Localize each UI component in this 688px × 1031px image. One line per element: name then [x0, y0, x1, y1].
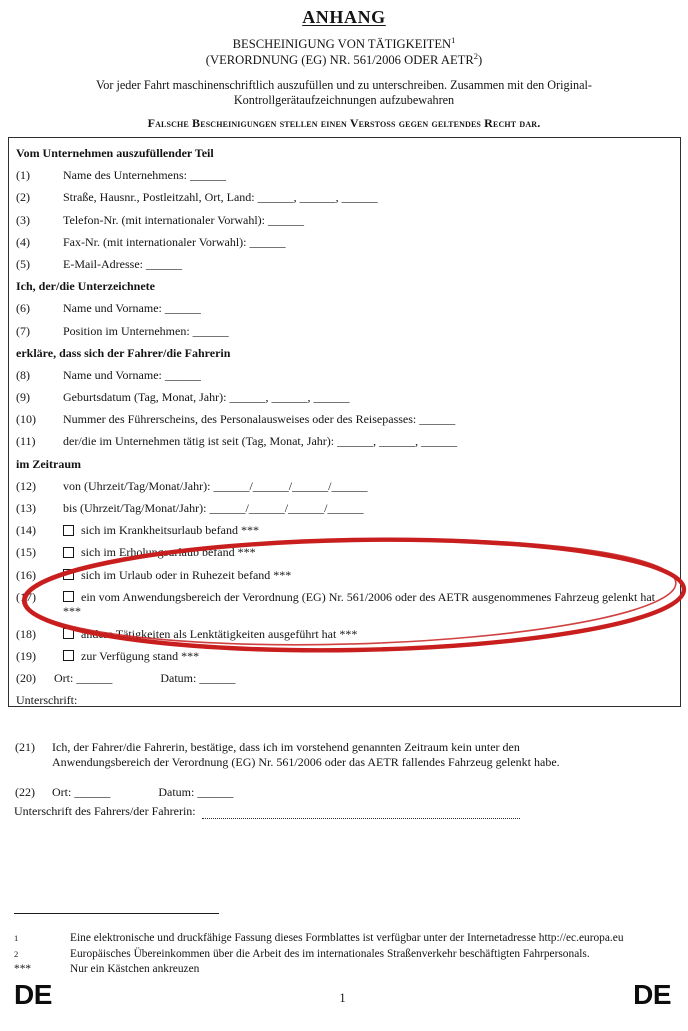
item-number: (16)	[16, 567, 36, 582]
item-label: Ich, der Fahrer/die Fahrerin, bestätige, dass ich im vorstehend genannten Zeitraum kein unter den Anwendungsbereich der Verordnung (EG) Nr. 561/2006 oder das AETR fallendes Fahrzeug gelenkt habe.	[52, 740, 560, 770]
item-text: Telefon-Nr. (mit internationaler Vorwahl): ______	[63, 212, 304, 227]
checkbox-icon	[63, 650, 74, 661]
date-field: Datum: ______	[158, 785, 234, 799]
section-heading: Vom Unternehmen auszufüllender Teil	[16, 146, 214, 160]
footnote-text: Europäisches Übereinkommen über die Arbeit des im internationales Straßenverkehr beschäftigten Fahrpersonals.	[70, 947, 590, 960]
item-text: Nummer des Führerscheins, des Personalausweises oder des Reisepasses: ______	[63, 412, 456, 427]
signature-dotted-line	[83, 696, 339, 707]
item-text: Fax-Nr. (mit internationaler Vorwahl): ______	[63, 234, 286, 249]
item-number: (18)	[16, 626, 36, 641]
item-number: (14)	[16, 523, 36, 538]
form-item-1	[16, 168, 672, 183]
form-box	[8, 137, 681, 707]
item-number: (11)	[16, 434, 36, 449]
item-text: ein vom Anwendungsbereich der Verordnung (EG) Nr. 561/2006 oder des AETR ausgenommenes Fahrzeug gelenkt hat ***	[63, 589, 655, 619]
form-item-19	[16, 649, 672, 664]
checkbox-icon	[63, 569, 74, 580]
footnote-starstarstar	[14, 962, 670, 978]
form-item-4	[16, 235, 672, 250]
form-item-3	[16, 213, 672, 228]
form-item-2	[16, 190, 672, 205]
item-text: bis (Uhrzeit/Tag/Monat/Jahr): ______/______/______/______	[63, 501, 364, 515]
checkbox-icon	[63, 547, 74, 558]
regulation-line	[0, 50, 688, 68]
item-label	[63, 301, 672, 316]
footnotes	[14, 931, 670, 978]
item-text: zur Verfügung stand ***	[81, 648, 200, 663]
checkbox-icon	[63, 628, 74, 639]
item-label	[63, 501, 672, 516]
footnote-1	[14, 931, 670, 947]
form-item-6	[16, 301, 672, 316]
form-item-22	[15, 785, 233, 800]
place-field: Ort: ______	[54, 670, 113, 685]
document-page	[0, 7, 688, 1031]
item-label	[63, 168, 672, 183]
footnote-marker: 1	[14, 933, 19, 943]
item-number: (17)	[16, 589, 36, 604]
driver-signature-label: Unterschrift des Fahrers/der Fahrerin:	[14, 804, 196, 818]
checkbox-icon	[63, 591, 74, 602]
item-label	[63, 523, 672, 538]
item-text: Straße, Hausnr., Postleitzahl, Ort, Land: ______, ______, ______	[63, 190, 378, 205]
item-label	[63, 479, 672, 494]
page-number: 1	[339, 991, 346, 1005]
item-number: (2)	[16, 190, 30, 205]
item-number: (10)	[16, 412, 36, 427]
document-subtitle	[0, 34, 688, 52]
item-number: (4)	[16, 234, 30, 249]
footnote-separator	[14, 913, 219, 914]
form-item-12	[16, 479, 672, 494]
item-text: E-Mail-Adresse: ______	[63, 256, 182, 271]
place-field: Ort: ______	[52, 785, 111, 799]
item-label	[63, 412, 672, 427]
item-label	[63, 590, 672, 619]
date-field: Datum: ______	[160, 670, 236, 685]
tab-spacer	[110, 785, 158, 800]
item-label	[54, 671, 672, 686]
page-title: ANHANG	[302, 7, 386, 27]
signature-label: Unterschrift:	[16, 693, 78, 707]
form-item-14	[16, 523, 672, 538]
section-heading: Ich, der/die Unterzeichnete	[16, 279, 155, 294]
form-item-16	[16, 568, 672, 583]
item-number: (19)	[16, 648, 36, 663]
item-number: (5)	[16, 256, 30, 271]
footnote-marker: ***	[14, 963, 32, 976]
item-number: (21)	[15, 740, 35, 754]
form-item-18	[16, 627, 672, 642]
form-item-7	[16, 324, 672, 339]
item-number: (13)	[16, 501, 36, 515]
item-label	[63, 649, 672, 664]
form-item-13	[16, 501, 672, 516]
country-code-right: DE	[633, 979, 671, 1010]
form-item-20	[16, 671, 672, 686]
item-number: (8)	[16, 367, 30, 382]
section-heading: im Zeitraum	[16, 456, 81, 471]
item-text: Position im Unternehmen: ______	[63, 323, 229, 338]
item-text: Name und Vorname: ______	[63, 367, 201, 382]
item-text: andere Tätigkeiten als Lenktätigkeiten ausgeführt hat ***	[81, 626, 358, 641]
form-item-11	[16, 434, 672, 449]
item-number: (7)	[16, 323, 30, 338]
signature-row	[16, 693, 672, 707]
subtitle-text: BESCHEINIGUNG VON TÄTIGKEITEN	[232, 37, 452, 51]
form-item-15	[16, 545, 672, 560]
form-item-5	[16, 257, 672, 272]
item-number: (3)	[16, 212, 30, 227]
false-statement-warning: Falsche Bescheinigungen stellen einen Verstoss gegen geltendes Recht dar.	[147, 116, 541, 131]
item-number: (20)	[16, 670, 36, 685]
form-item-21	[15, 740, 670, 770]
item-text: sich im Krankheitsurlaub befand ***	[81, 523, 259, 538]
country-code-left: DE	[14, 979, 52, 1010]
footnote-text: Eine elektronische und druckfähige Fassung dieses Formblattes ist verfügbar unter der Internetadresse http://ec.europa.eu	[70, 932, 624, 944]
item-text: Geburtsdatum (Tag, Monat, Jahr): ______, ______, ______	[63, 390, 350, 405]
item-label	[63, 390, 672, 405]
item-number: (12)	[16, 478, 36, 493]
form-item-17	[16, 590, 672, 619]
form-item-8	[16, 368, 672, 383]
footnote-2	[14, 947, 670, 963]
form-item-10	[16, 412, 672, 427]
footnote-ref-1: 1	[451, 34, 456, 45]
item-text: Name und Vorname: ______	[63, 301, 201, 316]
item-label	[63, 368, 672, 383]
section-heading: erkläre, dass sich der Fahrer/die Fahrerin	[16, 345, 231, 360]
footnote-ref-2: 2	[473, 50, 478, 61]
item-number: (15)	[16, 545, 36, 560]
item-text: sich im Erholungsurlaub befand ***	[81, 545, 256, 560]
item-label	[63, 545, 672, 560]
footnote-text: Nur ein Kästchen ankreuzen	[70, 963, 200, 976]
fill-instructions: Vor jeder Fahrt maschinenschriftlich auszufüllen und zu unterschreiben. Zusammen mit den Original-Kontrollgerätaufzeichnungen aufzubewahren	[96, 78, 592, 107]
item-label	[63, 568, 672, 583]
item-label	[63, 235, 672, 250]
item-number: (9)	[16, 390, 30, 405]
item-label	[63, 190, 672, 205]
item-number: (1)	[16, 168, 30, 183]
item-text: der/die im Unternehmen tätig ist seit (Tag, Monat, Jahr): ______, ______, ______	[63, 434, 458, 449]
driver-signature-row	[14, 804, 520, 819]
item-text: sich im Urlaub oder in Ruhezeit befand ***	[81, 567, 292, 582]
form-item-9	[16, 390, 672, 405]
regulation-close-paren: )	[478, 53, 483, 67]
item-label	[63, 213, 672, 228]
checkbox-icon	[63, 525, 74, 536]
item-text: von (Uhrzeit/Tag/Monat/Jahr): ______/______/______/______	[63, 478, 368, 493]
item-label	[63, 627, 672, 642]
item-label	[63, 434, 672, 449]
item-number: (6)	[16, 301, 30, 316]
item-label	[63, 324, 672, 339]
regulation-text: (VERORDNUNG (EG) NR. 561/2006 ODER AETR	[205, 53, 474, 67]
form-rows	[16, 146, 672, 686]
driver-signature-dotted-line	[202, 807, 520, 819]
page-footer	[14, 979, 671, 1011]
item-number: (22)	[15, 785, 35, 799]
item-label	[63, 257, 672, 272]
item-text: Name des Unternehmens: ______	[63, 168, 226, 183]
footnote-marker: 2	[14, 948, 19, 959]
